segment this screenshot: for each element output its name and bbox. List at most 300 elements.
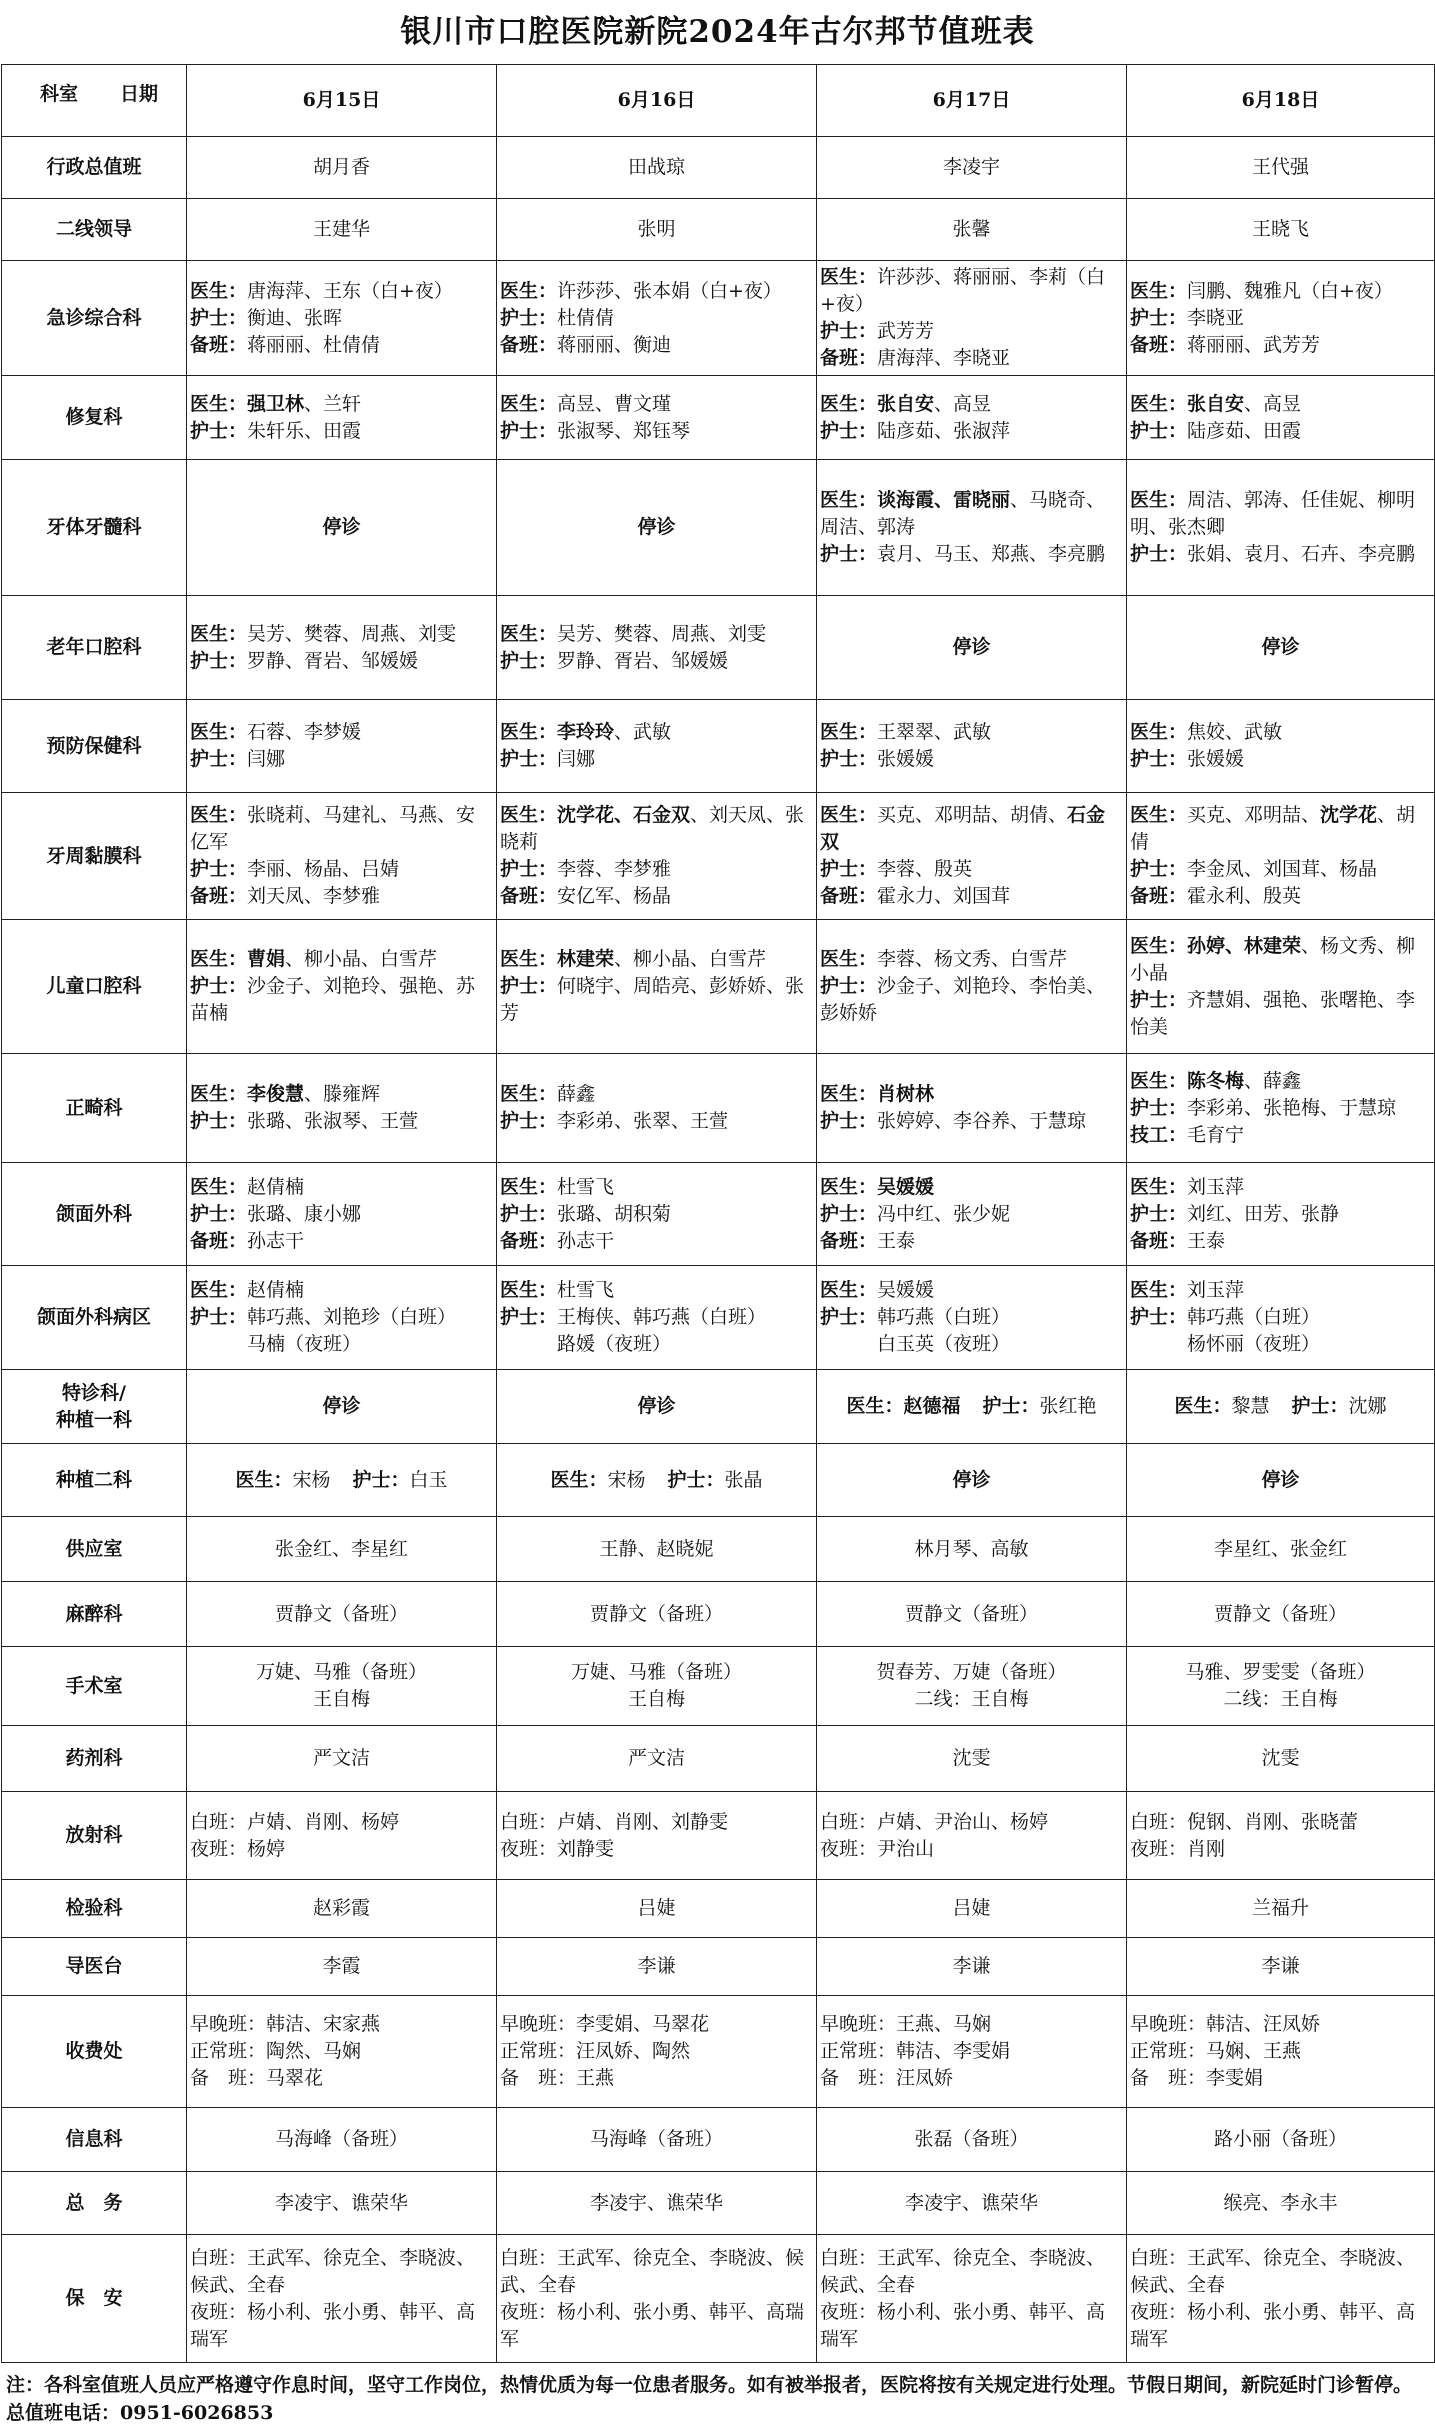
staff-names: 齐慧娟、强艳、张曙艳、李怡美 [1130, 988, 1416, 1038]
staff-names: 冯中红、张少妮 [877, 1202, 1011, 1225]
cell-line: 早晚班：韩洁、汪凤娇 [1130, 2013, 1321, 2035]
staff-names: 沈娜 [1348, 1395, 1387, 1417]
cell-line [820, 1277, 1123, 1304]
department-name: 种植二科 [2, 1444, 187, 1517]
page-title: 银川市口腔医院新院2024年古尔邦节值班表 [400, 14, 1035, 50]
department-name: 放射科 [2, 1792, 187, 1880]
role-label: 护士： [1130, 543, 1188, 565]
table-row [2, 137, 1435, 199]
closed-status: 停诊 [1127, 596, 1435, 700]
cell-line [500, 746, 813, 773]
table-row [2, 1647, 1435, 1726]
table-row [2, 596, 1435, 700]
cell-line [190, 621, 493, 648]
cell-line [190, 1108, 493, 1135]
staff-names: 吴芳、樊蓉、周燕、刘雯 [557, 622, 767, 645]
table-row [2, 376, 1435, 460]
staff-names: 张红艳 [1039, 1395, 1097, 1417]
role-label: 医生： [1174, 1395, 1232, 1417]
duty-cell [497, 700, 817, 793]
table-row [2, 460, 1435, 596]
staff-names: 、杨文秀、柳小晶 [1130, 934, 1416, 984]
staff-names: 、滕雍辉 [304, 1083, 381, 1105]
role-label: 护士： [667, 1468, 725, 1491]
role-label: 医生： [1130, 279, 1188, 302]
duty-cell: 赵彩霞 [187, 1880, 497, 1938]
table-row [2, 1880, 1435, 1938]
table-row [2, 2108, 1435, 2172]
staff-names: 杨怀丽（夜班） [1187, 1333, 1321, 1355]
cell-line [500, 719, 813, 746]
staff-names: 刘红、田芳、张静 [1187, 1202, 1340, 1225]
staff-names: 、马晓奇、周洁、郭涛 [820, 489, 1106, 538]
duty-cell [1127, 1266, 1435, 1370]
lead-staff-names: 李俊慧 [247, 1083, 305, 1105]
table-row [2, 1582, 1435, 1647]
cell-line [190, 391, 493, 418]
duty-cell: 李凌宇、谯荣华 [187, 2172, 497, 2235]
cell-line [190, 648, 493, 675]
table-row [2, 1444, 1435, 1517]
duty-cell [187, 596, 497, 700]
duty-cell [817, 1792, 1127, 1880]
duty-cell: 吕婕 [817, 1880, 1127, 1938]
table-row [2, 1726, 1435, 1792]
staff-names: 马楠（夜班） [247, 1333, 362, 1355]
lead-staff-names: 张自安 [877, 392, 935, 415]
cell-line [1130, 541, 1431, 568]
department-name: 儿童口腔科 [2, 920, 187, 1054]
duty-cell [187, 1647, 497, 1726]
staff-names: 王泰 [1187, 1229, 1226, 1252]
staff-names: 武芳芳 [877, 320, 935, 342]
staff-names: 张婷婷、李谷养、于慧琼 [877, 1110, 1087, 1132]
cell-line [1130, 1095, 1431, 1122]
duty-cell [817, 2235, 1127, 2363]
staff-names: 刘玉萍 [1187, 1279, 1245, 1301]
cell-line [820, 973, 1123, 1027]
staff-names: 霍永利、殷英 [1187, 885, 1302, 907]
cell-line [820, 1081, 1123, 1108]
staff-names: 孙志干 [557, 1229, 615, 1252]
cell-line [500, 1304, 813, 1331]
role-label: 护士： [1291, 1395, 1349, 1417]
table-row [2, 700, 1435, 793]
closed-status: 停诊 [817, 596, 1127, 700]
cell-line [500, 1201, 813, 1228]
duty-cell [1127, 1792, 1435, 1880]
role-label: 护士： [820, 858, 878, 880]
staff-names: 陆彦茹、张淑萍 [877, 419, 1011, 442]
role-label: 备班： [1130, 333, 1188, 356]
lead-staff-names: 肖树林 [877, 1083, 935, 1105]
duty-cell [817, 1163, 1127, 1266]
role-label: 医生： [500, 804, 558, 826]
duty-cell: 吕婕 [497, 1880, 817, 1938]
staff-names: 白玉英（夜班） [877, 1333, 1011, 1355]
role-label: 医生： [1130, 804, 1188, 826]
closed-status: 停诊 [497, 460, 817, 596]
staff-names: 罗静、胥岩、邹媛媛 [557, 649, 729, 672]
lead-staff-names: 张自安 [1187, 392, 1245, 415]
role-label: 护士： [190, 649, 248, 672]
date-header-1: 6月16日 [497, 65, 817, 137]
role-label: 备班： [500, 333, 558, 356]
cell-line [190, 719, 493, 746]
role-label: 护士： [1130, 1096, 1188, 1119]
staff-names: 罗静、胥岩、邹媛媛 [247, 649, 419, 672]
role-label: 护士： [500, 975, 558, 997]
staff-names: 焦姣、武敏 [1187, 721, 1283, 743]
staff-names: 王泰 [877, 1229, 916, 1252]
department-name: 牙周黏膜科 [2, 793, 187, 920]
staff-names: 吴芳、樊蓉、周燕、刘雯 [247, 622, 457, 645]
cell-line [1130, 305, 1431, 332]
duty-cell [497, 1792, 817, 1880]
date-header-2: 6月17日 [817, 65, 1127, 137]
cell-line [500, 1228, 813, 1255]
duty-cell: 王代强 [1127, 137, 1435, 199]
role-label: 医生： [820, 392, 878, 415]
cell-line [820, 1108, 1123, 1135]
role-label: 医生： [190, 622, 248, 645]
cell-line [1130, 933, 1431, 987]
cell-line [190, 746, 493, 773]
cell-line [500, 856, 813, 883]
staff-names: 蒋丽丽、衡迪 [557, 333, 672, 356]
cell-line [1130, 1068, 1431, 1095]
cell-line: 夜班：杨婷 [190, 1837, 286, 1860]
role-label: 护士： [190, 975, 248, 997]
role-label: 医生： [190, 392, 248, 415]
role-label: 护士： [1130, 988, 1188, 1011]
closed-status: 停诊 [497, 1370, 817, 1444]
duty-cell: 马海峰（备班） [187, 2108, 497, 2172]
duty-cell [187, 793, 497, 920]
staff-names: 、武敏 [614, 721, 672, 743]
role-label: 护士： [500, 748, 558, 770]
role-label: 医生： [500, 948, 558, 970]
cell-line [500, 1081, 813, 1108]
date-header-0: 6月15日 [187, 65, 497, 137]
role-label: 备班： [500, 885, 558, 907]
staff-names: 唐海萍、王东（白+夜） [247, 279, 453, 302]
cell-line [820, 541, 1123, 568]
department-name: 导医台 [2, 1938, 187, 1996]
duty-cell: 李凌宇、谯荣华 [497, 2172, 817, 2235]
lead-staff-names: 赵德福 [903, 1395, 961, 1417]
role-label: 护士： [190, 1306, 248, 1328]
duty-cell [497, 376, 817, 460]
role-label: 医生： [550, 1468, 608, 1491]
duty-cell: 马海峰（备班） [497, 2108, 817, 2172]
duty-cell: 沈雯 [817, 1726, 1127, 1792]
table-row [2, 261, 1435, 376]
cell-line [190, 278, 493, 305]
role-label: 医生： [190, 1175, 248, 1198]
staff-names: 李丽、杨晶、吕婧 [247, 858, 400, 880]
cell-line [1130, 391, 1431, 418]
staff-names: 陆彦茹、田霞 [1187, 419, 1302, 442]
line-indent [1130, 1333, 1187, 1355]
table-row [2, 793, 1435, 920]
table-row [2, 1938, 1435, 1996]
cell-line: 白班：王武军、徐克全、李晓波、候武、全春 [820, 2246, 1106, 2296]
duty-cell: 张馨 [817, 199, 1127, 261]
cell-line: 夜班：刘静雯 [500, 1837, 615, 1860]
role-label: 医生： [820, 1175, 878, 1198]
duty-cell: 兰福升 [1127, 1880, 1435, 1938]
role-label: 医生： [820, 721, 878, 743]
role-label: 医生： [500, 279, 558, 302]
role-label: 医生： [820, 948, 878, 970]
cell-line [820, 1304, 1123, 1331]
role-label: 医生： [190, 948, 248, 970]
role-label: 护士： [1130, 306, 1188, 329]
duty-cell: 王晓飞 [1127, 199, 1435, 261]
cell-line: 万婕、马雅（备班） [255, 1661, 427, 1683]
lead-staff-names: 吴媛媛 [877, 1175, 935, 1198]
staff-names: 刘天凤、李梦雅 [247, 885, 381, 907]
duty-cell: 张金红、李星红 [187, 1517, 497, 1582]
staff-names: 袁月、马玉、郑燕、李亮鹏 [877, 543, 1106, 565]
duty-cell: 路小丽（备班） [1127, 2108, 1435, 2172]
cell-line [820, 1201, 1123, 1228]
role-label: 医生： [190, 1279, 248, 1301]
staff-names: 韩巧燕（白班） [877, 1306, 1011, 1328]
cell-line [1130, 719, 1431, 746]
staff-names: 李彩弟、张翠、王萱 [557, 1110, 729, 1132]
cell-line [500, 648, 813, 675]
staff-names: 薛鑫 [557, 1083, 596, 1105]
inline-duty [846, 1395, 960, 1417]
role-label: 备班： [820, 347, 878, 369]
role-label: 护士： [190, 306, 248, 329]
role-label: 备班： [190, 1229, 248, 1252]
cell-line [190, 856, 493, 883]
duty-cell [497, 1647, 817, 1726]
table-header-row [2, 65, 1435, 137]
duty-cell: 李霞 [187, 1938, 497, 1996]
lead-staff-names: 林建荣 [557, 948, 615, 970]
staff-names: 、柳小晶、白雪芹 [614, 948, 767, 970]
department-name: 供应室 [2, 1517, 187, 1582]
cell-line [500, 883, 813, 910]
cell-line [500, 946, 813, 973]
role-label: 护士： [500, 306, 558, 329]
staff-names: 沙金子、刘艳玲、强艳、苏苗楠 [190, 975, 476, 1024]
line-indent [500, 1333, 557, 1355]
cell-line: 夜班：杨小利、张小勇、韩平、高瑞军 [190, 2300, 476, 2350]
cell-line: 夜班：尹治山 [820, 1837, 935, 1860]
duty-cell [187, 2235, 497, 2363]
inline-duty [353, 1469, 448, 1491]
role-label: 护士： [190, 419, 248, 442]
closed-status: 停诊 [187, 460, 497, 596]
cell-line [1130, 1331, 1431, 1358]
duty-cell: 李凌宇 [817, 137, 1127, 199]
cell-line [1130, 1277, 1431, 1304]
department-name: 信息科 [2, 2108, 187, 2172]
cell-line [500, 802, 813, 856]
cell-line [1130, 987, 1431, 1041]
cell-line: 白班：倪钢、肖刚、张晓蕾 [1130, 1810, 1359, 1833]
cell-line [190, 883, 493, 910]
cell-line: 正常班：韩洁、李雯娟 [820, 2040, 1011, 2062]
duty-cell: 田战琼 [497, 137, 817, 199]
cell-line [1130, 278, 1431, 305]
cell-line [190, 1201, 493, 1228]
duty-cell [817, 1054, 1127, 1163]
cell-line: 夜班：杨小利、张小勇、韩平、高瑞军 [1130, 2300, 1416, 2350]
inline-duty [235, 1469, 330, 1491]
duty-cell [1127, 1996, 1435, 2108]
staff-names: 衡迪、张晖 [247, 306, 343, 329]
role-label: 护士： [1130, 858, 1188, 880]
duty-cell [817, 376, 1127, 460]
duty-cell [187, 700, 497, 793]
department-name: 总 务 [2, 2172, 187, 2235]
duty-cell: 李谦 [1127, 1938, 1435, 1996]
cell-line: 二线：王自梅 [914, 1688, 1029, 1710]
duty-cell [817, 460, 1127, 596]
role-label: 护士： [820, 1202, 878, 1225]
role-label: 护士： [500, 419, 558, 442]
cell-line: 正常班：汪凤娇、陶然 [500, 2040, 691, 2062]
cell-line [820, 318, 1123, 345]
role-label: 医生： [1130, 1175, 1188, 1198]
duty-cell [497, 1054, 817, 1163]
duty-cell [817, 1647, 1127, 1726]
cell-line [190, 418, 493, 445]
cell-line [1130, 856, 1431, 883]
table-row [2, 920, 1435, 1054]
cell-line: 万婕、马雅（备班） [570, 1661, 742, 1683]
duty-cell: 严文洁 [497, 1726, 817, 1792]
staff-names: 刘玉萍 [1187, 1175, 1245, 1198]
role-label: 医生： [1130, 1279, 1188, 1301]
closed-status: 停诊 [187, 1370, 497, 1444]
table-row [2, 199, 1435, 261]
role-label: 医生： [820, 1083, 878, 1105]
cell-line [820, 418, 1123, 445]
date-header-3: 6月18日 [1127, 65, 1435, 137]
duty-cell [187, 1266, 497, 1370]
duty-cell: 李谦 [817, 1938, 1127, 1996]
duty-cell: 张明 [497, 199, 817, 261]
role-label: 备班： [1130, 885, 1188, 907]
role-label: 护士： [190, 858, 248, 880]
table-row [2, 1517, 1435, 1582]
staff-names: 、高昱 [934, 392, 992, 415]
duty-cell: 李星红、张金红 [1127, 1517, 1435, 1582]
lead-staff-names: 石金双 [820, 804, 1106, 853]
staff-names: 黎慧 [1231, 1395, 1270, 1417]
cell-line: 白班：王武军、徐克全、李晓波、候武、全春 [190, 2246, 476, 2296]
cell-line [190, 1277, 493, 1304]
role-label: 护士： [820, 419, 878, 442]
corner-dept-label: 科室 [40, 83, 79, 105]
duty-cell [497, 920, 817, 1054]
role-label: 医生： [846, 1395, 904, 1417]
staff-names: 、高昱 [1244, 392, 1302, 415]
cell-line [190, 802, 493, 856]
cell-line [1130, 802, 1431, 856]
cell-line [500, 418, 813, 445]
duty-cell [187, 1054, 497, 1163]
department-name: 急诊综合科 [2, 261, 187, 376]
inline-duty [1174, 1395, 1269, 1417]
cell-line [500, 621, 813, 648]
department-name: 二线领导 [2, 199, 187, 261]
staff-names: 韩巧燕（白班） [1187, 1306, 1321, 1328]
duty-cell [1127, 1163, 1435, 1266]
cell-line [820, 264, 1123, 318]
lead-staff-names: 陈冬梅 [1187, 1069, 1245, 1092]
corner-date-label: 日期 [120, 83, 159, 105]
duty-cell [1127, 261, 1435, 376]
lead-staff-names: 强卫林 [247, 392, 305, 415]
cell-line: 正常班：马娴、王燕 [1130, 2040, 1302, 2062]
cell-line: 王自梅 [627, 1688, 685, 1710]
role-label: 护士： [190, 1202, 248, 1225]
duty-cell [1127, 376, 1435, 460]
table-row [2, 1266, 1435, 1370]
closed-status: 停诊 [817, 1444, 1127, 1517]
staff-names: 李蓉、殷英 [877, 858, 973, 880]
footer-note-text: 注：各科室值班人员应严格遵守作息时间，坚守工作岗位，热情优质为每一位患者服务。如有被举报者，医院将按有关规定进行处理。节假日期间，新院延时门诊暂停。 [6, 2374, 1413, 2396]
duty-cell: 林月琴、高敏 [817, 1517, 1127, 1582]
role-label: 护士： [500, 1306, 558, 1328]
staff-names: 杜倩倩 [557, 306, 615, 329]
cell-line [190, 332, 493, 359]
staff-names: 沙金子、刘艳玲、李怡美、彭娇娇 [820, 975, 1106, 1024]
staff-names: 闫鹏、魏雅凡（白+夜） [1187, 279, 1393, 302]
department-name: 手术室 [2, 1647, 187, 1726]
department-name: 收费处 [2, 1996, 187, 2108]
cell-line [190, 1081, 493, 1108]
staff-names: 朱轩乐、田霞 [247, 419, 362, 442]
duty-cell [1127, 1370, 1435, 1444]
staff-names: 王梅侠、韩巧燕（白班） [557, 1306, 767, 1328]
staff-names: 李彩弟、张艳梅、于慧琼 [1187, 1096, 1397, 1119]
cell-line [500, 305, 813, 332]
cell-line [820, 746, 1123, 773]
duty-cell: 王静、赵晓妮 [497, 1517, 817, 1582]
staff-names: 许莎莎、蒋丽丽、李莉（白+夜） [820, 266, 1106, 315]
role-label: 护士： [820, 748, 878, 770]
role-label: 备班： [1130, 1229, 1188, 1252]
department-name: 行政总值班 [2, 137, 187, 199]
staff-names: 张淑琴、郑钰琴 [557, 419, 691, 442]
role-label: 医生： [500, 1279, 558, 1301]
staff-names: 张媛媛 [1187, 748, 1245, 770]
cell-line [500, 1331, 813, 1358]
role-label: 医生： [820, 804, 878, 826]
staff-names: 张璐、胡积菊 [557, 1202, 672, 1225]
staff-names: 吴媛媛 [877, 1279, 935, 1301]
staff-names: 张璐、张淑琴、王萱 [247, 1110, 419, 1132]
role-label: 护士： [820, 1110, 878, 1132]
cell-line [190, 973, 493, 1027]
role-label: 护士： [1130, 1202, 1188, 1225]
duty-cell [187, 920, 497, 1054]
cell-line [500, 1174, 813, 1201]
cell-line: 备 班：李雯娟 [1130, 2067, 1264, 2089]
duty-cell [497, 261, 817, 376]
department-name: 正畸科 [2, 1054, 187, 1163]
staff-names: 蒋丽丽、武芳芳 [1187, 333, 1321, 356]
